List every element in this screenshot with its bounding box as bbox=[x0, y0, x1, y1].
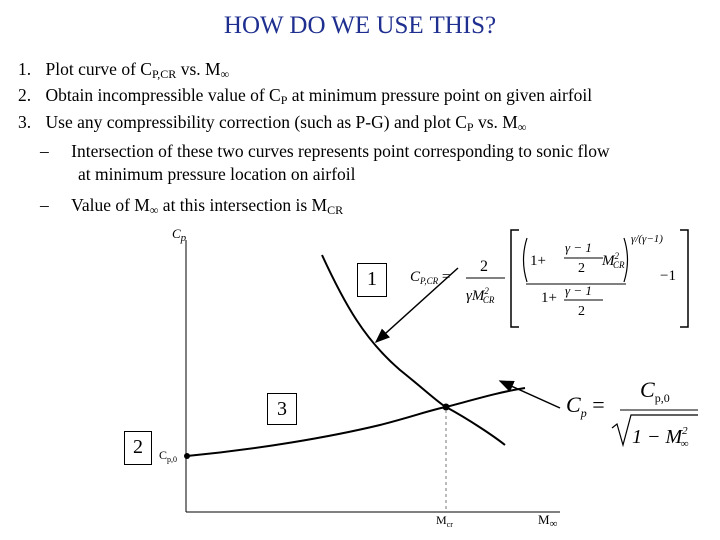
pg-den: $1 - M^2_\infty$ bbox=[632, 425, 689, 450]
cp0-point bbox=[184, 453, 190, 459]
cpcr-exponent: γ/(γ−1) bbox=[631, 233, 663, 245]
list-sub: ∞ bbox=[517, 120, 527, 134]
cpcr-inner-m: $M^2_{CR}$ bbox=[602, 251, 625, 270]
y-axis-label: $C_p$ bbox=[172, 226, 187, 244]
list-sub: P,CR bbox=[151, 67, 177, 81]
cpcr-outer-one: 1+ bbox=[541, 290, 557, 306]
list-text: at minimum pressure point on given airfoil bbox=[287, 85, 593, 105]
cpcr-outer-den: 2 bbox=[578, 304, 585, 319]
arrow-to-compressible-curve bbox=[500, 381, 560, 408]
list-sub: P bbox=[280, 93, 288, 107]
inner-left-paren bbox=[524, 238, 528, 282]
formula-right-bracket bbox=[680, 230, 688, 327]
list-text: vs. M bbox=[473, 112, 518, 132]
cpcr-inner-one: 1+ bbox=[530, 253, 546, 269]
subitem-text: at this intersection is M bbox=[158, 195, 328, 215]
cpcr-inner-den: 2 bbox=[578, 261, 585, 276]
compressible-cp-curve bbox=[187, 388, 525, 456]
page-title: HOW DO WE USE THIS? bbox=[223, 12, 497, 39]
intersection-point bbox=[443, 404, 450, 411]
list-text: vs. M bbox=[176, 59, 221, 79]
pg-lhs: $C_p$ = bbox=[566, 392, 605, 420]
list-text: Obtain incompressible value of C bbox=[45, 85, 281, 105]
x-label-mcr: $M_{cr}$ bbox=[436, 513, 453, 529]
subitem-sub: CR bbox=[327, 203, 344, 217]
cpcr-outer-num: γ − 1 bbox=[565, 283, 592, 298]
list-number: 2. bbox=[18, 85, 32, 105]
formula-left-bracket bbox=[511, 230, 519, 327]
subitem-text: Value of M bbox=[71, 195, 150, 215]
dash: – bbox=[40, 195, 49, 215]
list-sub: P bbox=[466, 120, 474, 134]
cpcr-frac-den: $\gamma M^2_{CR}$ bbox=[466, 286, 495, 305]
list-number: 3. bbox=[18, 112, 32, 132]
list-sub: ∞ bbox=[220, 67, 230, 81]
label-box-3: 3 bbox=[267, 393, 297, 425]
cpcr-lhs: $C_{P,CR}$ = bbox=[410, 269, 451, 286]
dash: – bbox=[40, 141, 49, 161]
cpcr-minus-one: −1 bbox=[660, 268, 676, 284]
pg-num: $C_{p,0}$ bbox=[640, 377, 670, 405]
subitem-text: at minimum pressure location on airfoil bbox=[78, 164, 356, 184]
cp0-label: $C_{p,0}$ bbox=[159, 448, 178, 464]
list-text: Use any compressibility correction (such as P-G) and plot C bbox=[45, 112, 467, 132]
label-box-1: 1 bbox=[357, 263, 387, 297]
list-number: 1. bbox=[18, 59, 32, 79]
label-box-2: 2 bbox=[124, 431, 152, 465]
subitem-text: Intersection of these two curves represents point corresponding to sonic flow bbox=[71, 141, 610, 161]
subitem-sub: ∞ bbox=[149, 203, 159, 217]
x-label-minf: $M_\infty$ bbox=[538, 512, 558, 530]
list-text: Plot curve of C bbox=[45, 59, 152, 79]
cpcr-inner-num: γ − 1 bbox=[565, 240, 592, 255]
cpcr-frac-num: 2 bbox=[480, 258, 488, 275]
